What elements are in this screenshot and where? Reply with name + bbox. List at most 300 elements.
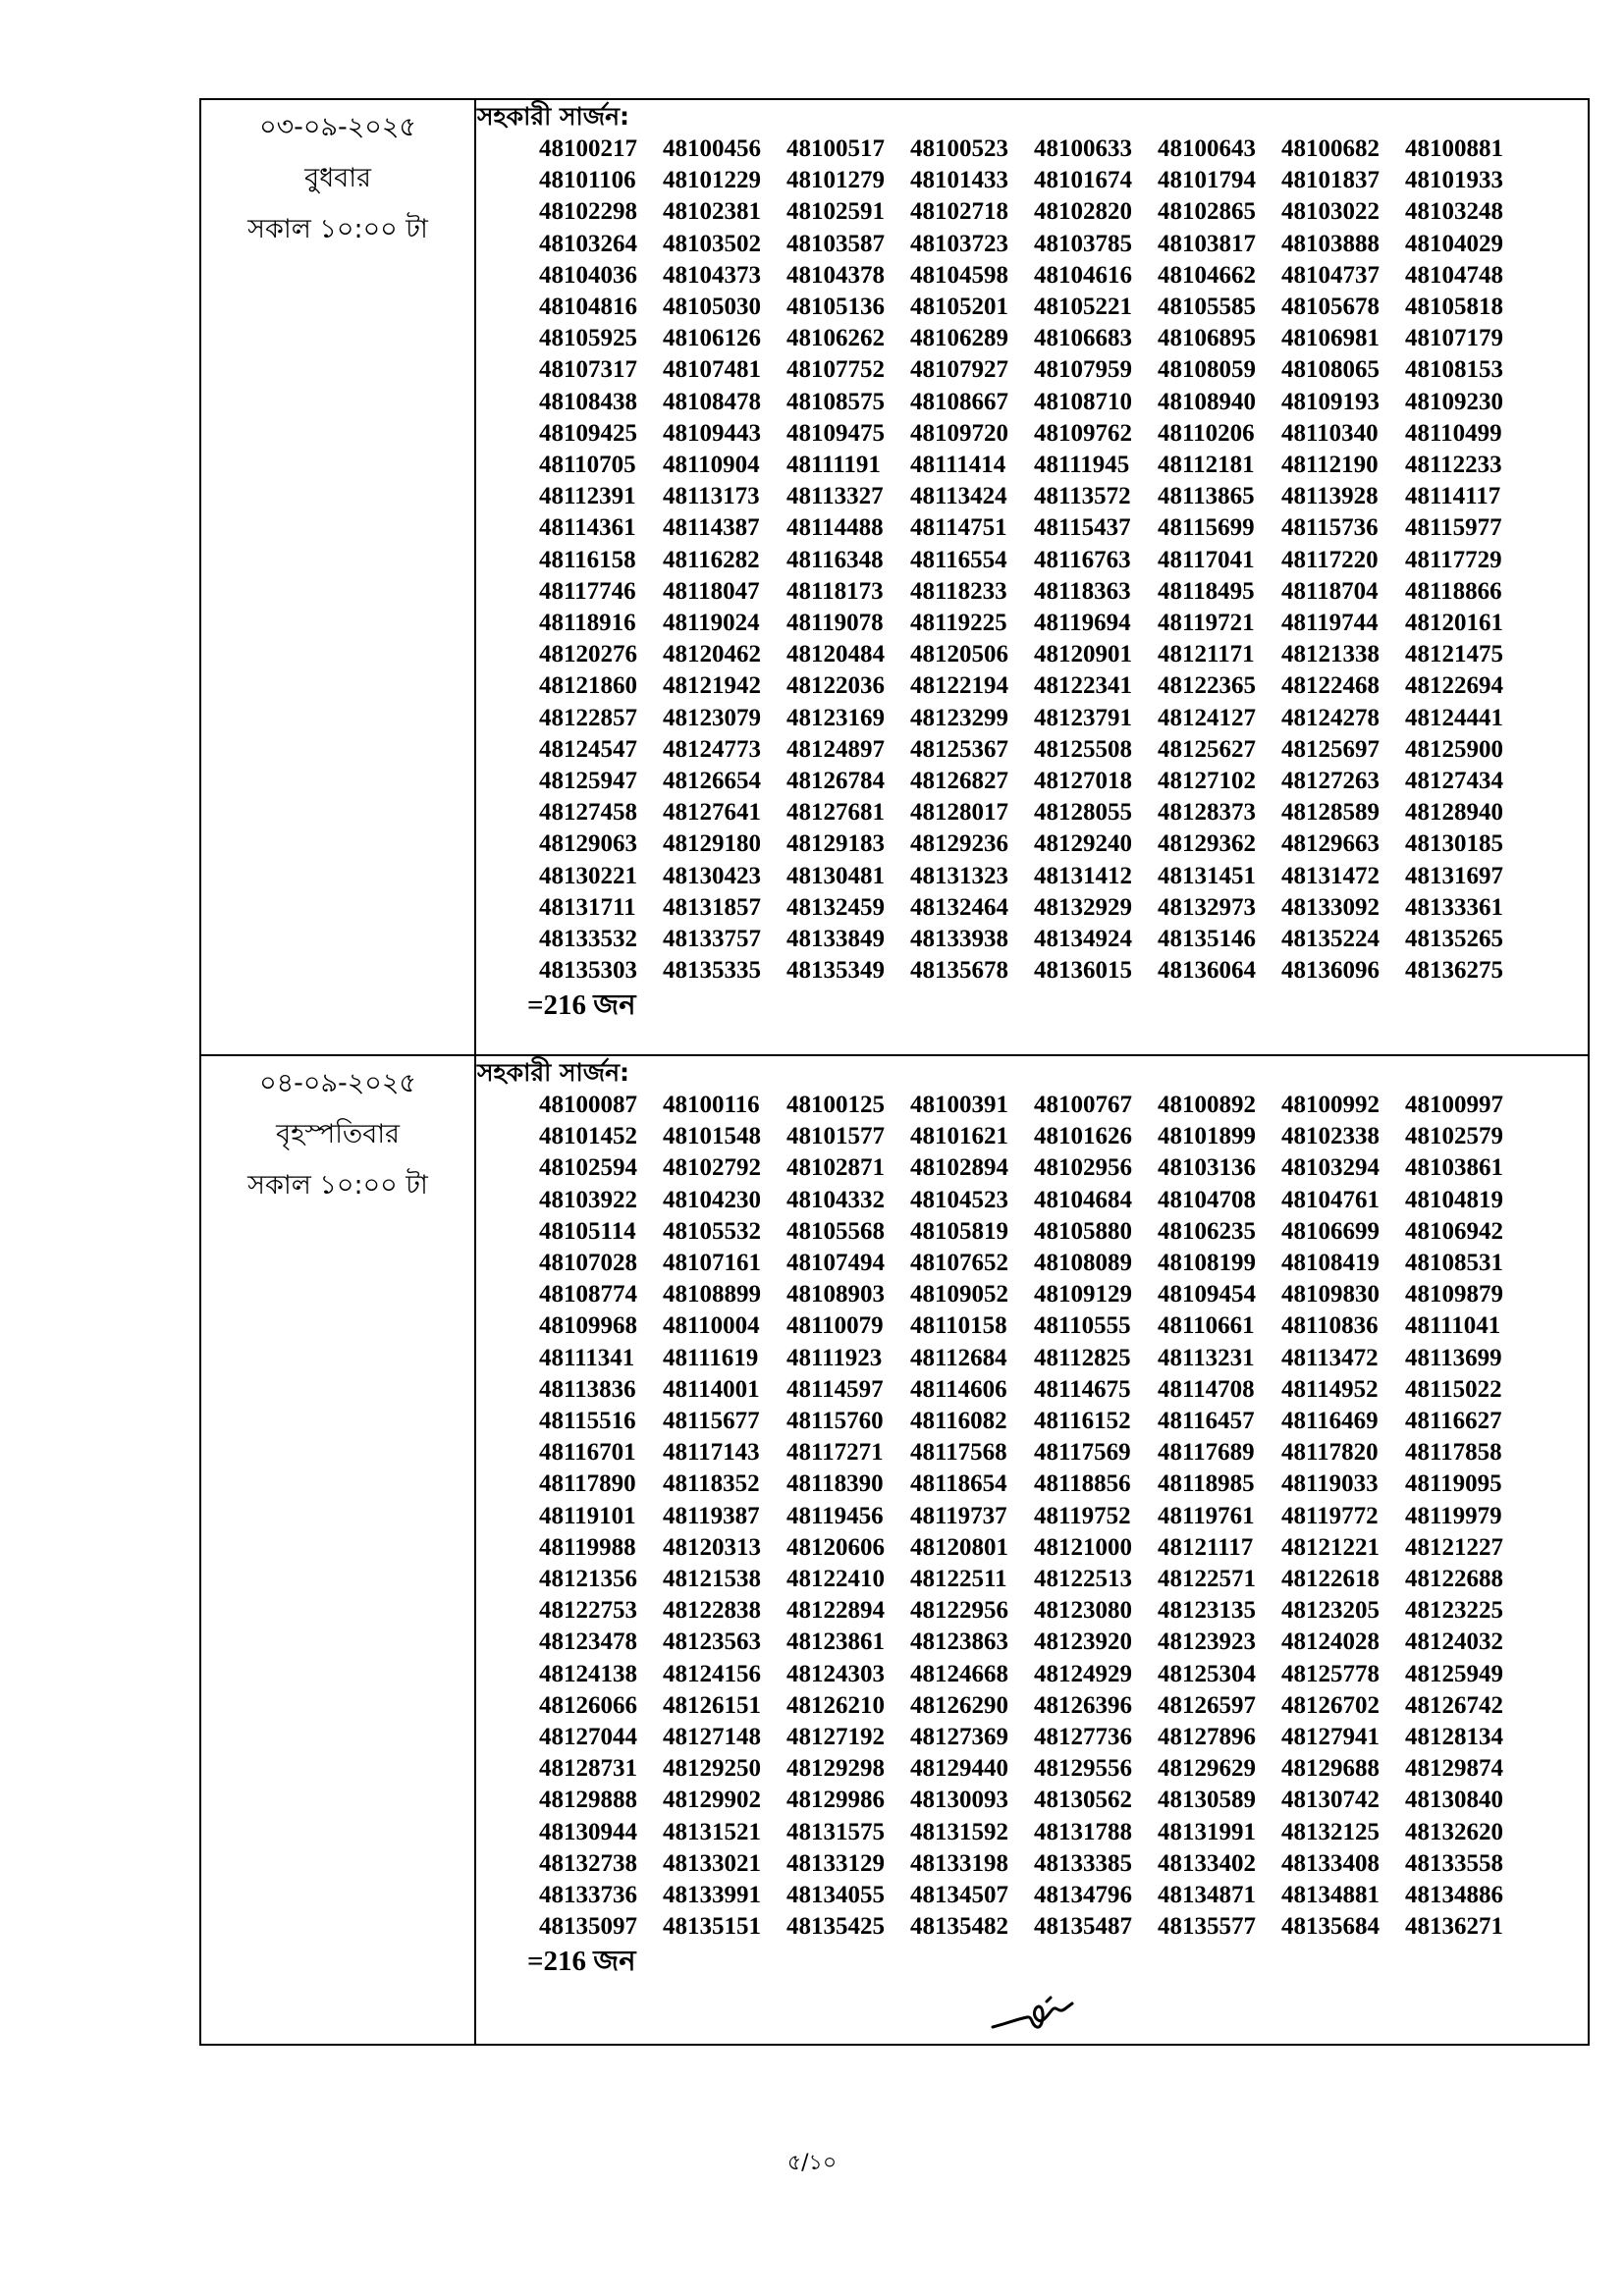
roll-number: 48108065 bbox=[1281, 356, 1380, 384]
roll-number: 48102865 bbox=[1158, 198, 1256, 226]
roll-number: 48117041 bbox=[1158, 546, 1255, 573]
roll-number: 48107317 bbox=[539, 356, 637, 384]
roll-number: 48133402 bbox=[1158, 1849, 1256, 1877]
roll-number: 48123135 bbox=[1158, 1597, 1256, 1625]
roll-number: 48133736 bbox=[539, 1882, 637, 1909]
roll-number: 48122694 bbox=[1405, 672, 1503, 700]
roll-number: 48135146 bbox=[1158, 926, 1256, 953]
roll-number: 48129440 bbox=[910, 1755, 1008, 1783]
roll-number: 48108153 bbox=[1405, 356, 1503, 384]
roll-number: 48116701 bbox=[539, 1439, 636, 1467]
roll-number: 48110499 bbox=[1405, 419, 1502, 447]
roll-number: 48126396 bbox=[1034, 1691, 1132, 1719]
roll-number: 48108089 bbox=[1034, 1250, 1132, 1277]
roll-number: 48116082 bbox=[910, 1408, 1007, 1435]
roll-number: 48118916 bbox=[539, 610, 636, 637]
roll-number: 48113928 bbox=[1281, 483, 1379, 510]
roll-number: 48105201 bbox=[910, 294, 1008, 321]
roll-number: 48121000 bbox=[1034, 1533, 1132, 1561]
signature-area bbox=[476, 1990, 1588, 2044]
roll-number: 48104662 bbox=[1158, 261, 1256, 289]
roll-number: 48132738 bbox=[539, 1849, 637, 1877]
roll-number: 48106981 bbox=[1281, 325, 1380, 352]
roll-number: 48133558 bbox=[1405, 1849, 1503, 1877]
roll-number: 48102894 bbox=[910, 1154, 1008, 1182]
roll-number: 48135678 bbox=[910, 957, 1008, 985]
roll-number: 48118363 bbox=[1034, 577, 1131, 605]
roll-number: 48131857 bbox=[663, 893, 761, 921]
date-cell bbox=[200, 99, 475, 1055]
roll-number: 48135335 bbox=[663, 957, 761, 985]
roll-number: 48119024 bbox=[663, 610, 760, 637]
roll-number: 48110661 bbox=[1158, 1312, 1255, 1340]
roll-number: 48122513 bbox=[1034, 1566, 1132, 1593]
roll-number: 48109193 bbox=[1281, 388, 1380, 415]
roll-number: 48122511 bbox=[910, 1566, 1007, 1593]
roll-number: 48129236 bbox=[910, 830, 1008, 858]
roll-number: 48101279 bbox=[786, 167, 885, 194]
roll-number: 48134886 bbox=[1405, 1882, 1503, 1909]
roll-number: 48114001 bbox=[663, 1375, 760, 1403]
roll-number: 48106126 bbox=[663, 325, 761, 352]
roll-number: 48102591 bbox=[786, 198, 885, 226]
roll-number: 48122618 bbox=[1281, 1566, 1380, 1593]
roll-number: 48120161 bbox=[1405, 610, 1503, 637]
roll-number: 48108940 bbox=[1158, 388, 1256, 415]
roll-number: 48109443 bbox=[663, 419, 761, 447]
roll-number: 48123205 bbox=[1281, 1597, 1380, 1625]
roll-number: 48127941 bbox=[1281, 1724, 1380, 1751]
roll-number: 48136096 bbox=[1281, 957, 1380, 985]
roll-number: 48133129 bbox=[786, 1849, 885, 1877]
roll-number: 48132125 bbox=[1281, 1818, 1380, 1845]
roll-number: 48122688 bbox=[1405, 1566, 1503, 1593]
roll-number: 48109454 bbox=[1158, 1281, 1256, 1308]
roll-number: 48100116 bbox=[663, 1092, 760, 1118]
roll-number: 48108438 bbox=[539, 388, 637, 415]
roll-number: 48122857 bbox=[539, 704, 637, 731]
post-heading: সহকারী সার্জন: bbox=[477, 1058, 630, 1087]
roll-number: 48110705 bbox=[539, 452, 636, 479]
roll-number: 48117820 bbox=[1281, 1439, 1379, 1467]
roll-number: 48129663 bbox=[1281, 830, 1380, 858]
roll-number: 48105818 bbox=[1405, 294, 1503, 321]
roll-number: 48129874 bbox=[1405, 1755, 1503, 1783]
roll-number: 48104684 bbox=[1034, 1186, 1132, 1213]
roll-number: 48100767 bbox=[1034, 1092, 1132, 1118]
roll-number: 48125367 bbox=[910, 735, 1008, 763]
roll-number: 48100517 bbox=[786, 135, 885, 162]
roll-number: 48127044 bbox=[539, 1724, 637, 1751]
roll-number: 48110555 bbox=[1034, 1312, 1131, 1340]
roll-number: 48105568 bbox=[786, 1217, 885, 1245]
roll-number: 48114361 bbox=[539, 514, 636, 542]
roll-number: 48114708 bbox=[1158, 1375, 1255, 1403]
roll-number: 48127263 bbox=[1281, 768, 1380, 795]
roll-number: 48117143 bbox=[663, 1439, 760, 1467]
roll-number-grid bbox=[539, 133, 1588, 987]
roll-number: 48121117 bbox=[1158, 1533, 1254, 1561]
roll-number: 48104737 bbox=[1281, 261, 1380, 289]
roll-number: 48101674 bbox=[1034, 167, 1132, 194]
roll-number: 48118704 bbox=[1281, 577, 1379, 605]
roll-number: 48105030 bbox=[663, 294, 761, 321]
roll-number: 48104616 bbox=[1034, 261, 1132, 289]
roll-number: 48133991 bbox=[663, 1882, 761, 1909]
roll-number: 48101794 bbox=[1158, 167, 1256, 194]
roll-number: 48108903 bbox=[786, 1281, 885, 1308]
roll-number: 48115437 bbox=[1034, 514, 1131, 542]
roll-number: 48127896 bbox=[1158, 1724, 1256, 1751]
roll-number: 48120276 bbox=[539, 641, 637, 668]
roll-number: 48126784 bbox=[786, 768, 885, 795]
roll-number: 48122894 bbox=[786, 1597, 885, 1625]
roll-number: 48123863 bbox=[910, 1629, 1008, 1656]
roll-number: 48119772 bbox=[1281, 1502, 1379, 1529]
roll-number: 48121356 bbox=[539, 1566, 637, 1593]
roll-number: 48120462 bbox=[663, 641, 761, 668]
roll-number: 48121227 bbox=[1405, 1533, 1503, 1561]
roll-number: 48101577 bbox=[786, 1123, 885, 1150]
roll-number: 48104748 bbox=[1405, 261, 1503, 289]
roll-number: 48115977 bbox=[1405, 514, 1502, 542]
roll-number: 48125627 bbox=[1158, 735, 1256, 763]
roll-number: 48101899 bbox=[1158, 1123, 1256, 1150]
roll-number: 48109475 bbox=[786, 419, 885, 447]
roll-number: 48123299 bbox=[910, 704, 1008, 731]
roll-number: 48118654 bbox=[910, 1470, 1007, 1498]
roll-number: 48123225 bbox=[1405, 1597, 1503, 1625]
roll-number: 48119721 bbox=[1158, 610, 1255, 637]
roll-number: 48122410 bbox=[786, 1566, 885, 1593]
roll-number: 48107481 bbox=[663, 356, 761, 384]
roll-number: 48127102 bbox=[1158, 768, 1256, 795]
roll-number: 48135303 bbox=[539, 957, 637, 985]
roll-number: 48100125 bbox=[786, 1092, 885, 1118]
roll-number: 48119761 bbox=[1158, 1502, 1255, 1529]
roll-number: 48130221 bbox=[539, 862, 637, 889]
roll-number: 48106699 bbox=[1281, 1217, 1380, 1245]
roll-number: 48107652 bbox=[910, 1250, 1008, 1277]
roll-number: 48103785 bbox=[1034, 230, 1132, 257]
roll-number: 48135097 bbox=[539, 1913, 637, 1941]
roll-number: 48124897 bbox=[786, 735, 885, 763]
roll-number: 48127369 bbox=[910, 1724, 1008, 1751]
roll-number: 48132620 bbox=[1405, 1818, 1503, 1845]
roll-number: 48108531 bbox=[1405, 1250, 1503, 1277]
roll-number: 48102594 bbox=[539, 1154, 637, 1182]
roll-number: 48133021 bbox=[663, 1849, 761, 1877]
roll-number: 48116348 bbox=[786, 546, 884, 573]
roll-number: 48117746 bbox=[539, 577, 636, 605]
roll-number: 48119744 bbox=[1281, 610, 1379, 637]
roll-number: 48107927 bbox=[910, 356, 1008, 384]
roll-number: 48104523 bbox=[910, 1186, 1008, 1213]
roll-number: 48107028 bbox=[539, 1250, 637, 1277]
roll-number: 48123169 bbox=[786, 704, 885, 731]
roll-number: 48100087 bbox=[539, 1092, 637, 1118]
roll-number: 48119078 bbox=[786, 610, 884, 637]
roll-number: 48135425 bbox=[786, 1913, 885, 1941]
roll-number: 48132929 bbox=[1034, 893, 1132, 921]
roll-number: 48118390 bbox=[786, 1470, 884, 1498]
roll-number: 48129556 bbox=[1034, 1755, 1132, 1783]
roll-number: 48134924 bbox=[1034, 926, 1132, 953]
roll-number: 48101229 bbox=[663, 167, 761, 194]
roll-number: 48133361 bbox=[1405, 893, 1503, 921]
roll-number: 48108059 bbox=[1158, 356, 1256, 384]
roll-number: 48128731 bbox=[539, 1755, 637, 1783]
roll-number: 48109830 bbox=[1281, 1281, 1380, 1308]
roll-number: 48128017 bbox=[910, 799, 1008, 827]
roll-number: 48116282 bbox=[663, 546, 760, 573]
roll-number: 48124441 bbox=[1405, 704, 1503, 731]
roll-number: 48112684 bbox=[910, 1344, 1007, 1371]
roll-number: 48110904 bbox=[663, 452, 760, 479]
roll-number: 48103817 bbox=[1158, 230, 1256, 257]
roll-number: 48109879 bbox=[1405, 1281, 1503, 1308]
roll-number: 48101626 bbox=[1034, 1123, 1132, 1150]
roll-number: 48103294 bbox=[1281, 1154, 1380, 1182]
roll-number: 48116158 bbox=[539, 546, 636, 573]
roll-number: 48127192 bbox=[786, 1724, 885, 1751]
roll-number: 48114952 bbox=[1281, 1375, 1379, 1403]
roll-number: 48122365 bbox=[1158, 672, 1256, 700]
roll-number: 48122468 bbox=[1281, 672, 1380, 700]
candidate-total: =216 জন bbox=[527, 989, 636, 1022]
roll-number: 48104378 bbox=[786, 261, 885, 289]
roll-number: 48130589 bbox=[1158, 1787, 1256, 1814]
roll-number: 48102718 bbox=[910, 198, 1008, 226]
roll-number: 48120484 bbox=[786, 641, 885, 668]
roll-number: 48130481 bbox=[786, 862, 885, 889]
schedule-row bbox=[200, 1055, 1589, 2045]
roll-number: 48119737 bbox=[910, 1502, 1007, 1529]
roll-number: 48109129 bbox=[1034, 1281, 1132, 1308]
roll-number: 48104029 bbox=[1405, 230, 1503, 257]
exam-date: ০৩-০৯-২০২৫ bbox=[259, 112, 416, 142]
roll-number: 48123791 bbox=[1034, 704, 1132, 731]
roll-number: 48124668 bbox=[910, 1660, 1008, 1687]
roll-number: 48133757 bbox=[663, 926, 761, 953]
roll-number: 48123920 bbox=[1034, 1629, 1132, 1656]
roll-number: 48124028 bbox=[1281, 1629, 1380, 1656]
roll-number: 48112190 bbox=[1281, 452, 1379, 479]
date-cell bbox=[200, 1055, 475, 2045]
roll-number: 48104819 bbox=[1405, 1186, 1503, 1213]
roll-number: 48109762 bbox=[1034, 419, 1132, 447]
roll-number: 48129180 bbox=[663, 830, 761, 858]
roll-number: 48116763 bbox=[1034, 546, 1131, 573]
roll-number: 48129298 bbox=[786, 1755, 885, 1783]
roll-number: 48108478 bbox=[663, 388, 761, 415]
roll-number: 48100523 bbox=[910, 135, 1008, 162]
roll-number: 48106942 bbox=[1405, 1217, 1503, 1245]
roll-number: 48121338 bbox=[1281, 641, 1380, 668]
roll-number: 48133385 bbox=[1034, 1849, 1132, 1877]
roll-number: 48103922 bbox=[539, 1186, 637, 1213]
roll-number: 48122956 bbox=[910, 1597, 1008, 1625]
roll-number: 48115677 bbox=[663, 1408, 760, 1435]
roll-number: 48123923 bbox=[1158, 1629, 1256, 1656]
roll-number: 48135151 bbox=[663, 1913, 761, 1941]
roll-number: 48128055 bbox=[1034, 799, 1132, 827]
roll-number: 48104036 bbox=[539, 261, 637, 289]
roll-number: 48124773 bbox=[663, 735, 761, 763]
roll-number: 48111414 bbox=[910, 452, 1006, 479]
roll-number: 48102820 bbox=[1034, 198, 1132, 226]
roll-number: 48103587 bbox=[786, 230, 885, 257]
roll-number: 48121942 bbox=[663, 672, 761, 700]
roll-number: 48130093 bbox=[910, 1787, 1008, 1814]
roll-number: 48123563 bbox=[663, 1629, 761, 1656]
roll-number: 48101452 bbox=[539, 1123, 637, 1150]
roll-number: 48114597 bbox=[786, 1375, 884, 1403]
roll-number: 48119101 bbox=[539, 1502, 636, 1529]
roll-number: 48118047 bbox=[663, 577, 760, 605]
roll-number: 48129250 bbox=[663, 1755, 761, 1783]
roll-number: 48112181 bbox=[1158, 452, 1255, 479]
roll-number: 48101837 bbox=[1281, 167, 1380, 194]
roll-number: 48103861 bbox=[1405, 1154, 1503, 1182]
roll-number: 48105114 bbox=[539, 1217, 636, 1245]
roll-number: 48105819 bbox=[910, 1217, 1008, 1245]
roll-number: 48125900 bbox=[1405, 735, 1503, 763]
roll-number: 48134796 bbox=[1034, 1882, 1132, 1909]
roll-number: 48113572 bbox=[1034, 483, 1131, 510]
roll-number: 48133198 bbox=[910, 1849, 1008, 1877]
roll-number: 48129240 bbox=[1034, 830, 1132, 858]
roll-number: 48105585 bbox=[1158, 294, 1256, 321]
roll-number: 48102338 bbox=[1281, 1123, 1380, 1150]
roll-number: 48114488 bbox=[786, 514, 884, 542]
roll-number: 48128373 bbox=[1158, 799, 1256, 827]
roll-number: 48112233 bbox=[1405, 452, 1502, 479]
roll-number: 48131991 bbox=[1158, 1818, 1256, 1845]
roll-number: 48118866 bbox=[1405, 577, 1502, 605]
roll-number: 48108199 bbox=[1158, 1250, 1256, 1277]
roll-number: 48126742 bbox=[1405, 1691, 1503, 1719]
roll-number: 48103723 bbox=[910, 230, 1008, 257]
roll-number: 48100992 bbox=[1281, 1092, 1380, 1118]
roll-number: 48116469 bbox=[1281, 1408, 1379, 1435]
roll-number: 48129888 bbox=[539, 1787, 637, 1814]
roll-number: 48128940 bbox=[1405, 799, 1503, 827]
roll-number: 48133408 bbox=[1281, 1849, 1380, 1877]
roll-number: 48105136 bbox=[786, 294, 885, 321]
roll-number: 48129362 bbox=[1158, 830, 1256, 858]
roll-number: 48118352 bbox=[663, 1470, 760, 1498]
roll-number: 48106683 bbox=[1034, 325, 1132, 352]
roll-number: 48122838 bbox=[663, 1597, 761, 1625]
roll-number: 48108710 bbox=[1034, 388, 1132, 415]
roll-number: 48136064 bbox=[1158, 957, 1256, 985]
roll-number: 48108667 bbox=[910, 388, 1008, 415]
roll-number: 48131412 bbox=[1034, 862, 1132, 889]
roll-number: 48128134 bbox=[1405, 1724, 1503, 1751]
roll-number: 48135224 bbox=[1281, 926, 1380, 953]
roll-number: 48120801 bbox=[910, 1533, 1008, 1561]
roll-number: 48119456 bbox=[786, 1502, 884, 1529]
roll-number: 48118173 bbox=[786, 577, 884, 605]
roll-number: 48131788 bbox=[1034, 1818, 1132, 1845]
roll-number: 48113472 bbox=[1281, 1344, 1379, 1371]
roll-number: 48126702 bbox=[1281, 1691, 1380, 1719]
roll-number: 48102579 bbox=[1405, 1123, 1503, 1150]
roll-number: 48124547 bbox=[539, 735, 637, 763]
roll-number: 48106289 bbox=[910, 325, 1008, 352]
candidate-total: =216 জন bbox=[527, 1946, 636, 1978]
roll-number: 48126066 bbox=[539, 1691, 637, 1719]
roll-number: 48117890 bbox=[539, 1470, 636, 1498]
roll-number: 48119694 bbox=[1034, 610, 1131, 637]
roll-number: 48133092 bbox=[1281, 893, 1380, 921]
roll-number: 48116152 bbox=[1034, 1408, 1131, 1435]
roll-number: 48113836 bbox=[539, 1375, 636, 1403]
roll-number: 48124278 bbox=[1281, 704, 1380, 731]
roll-number: 48129986 bbox=[786, 1787, 885, 1814]
roll-number: 48135349 bbox=[786, 957, 885, 985]
roll-number: 48108419 bbox=[1281, 1250, 1380, 1277]
roll-number: 48125697 bbox=[1281, 735, 1380, 763]
roll-number: 48105532 bbox=[663, 1217, 761, 1245]
roll-number: 48100881 bbox=[1405, 135, 1503, 162]
roll-number: 48130944 bbox=[539, 1818, 637, 1845]
roll-number: 48107752 bbox=[786, 356, 885, 384]
roll-number: 48101621 bbox=[910, 1123, 1008, 1150]
roll-number: 48125778 bbox=[1281, 1660, 1380, 1687]
schedule-row bbox=[200, 99, 1589, 1055]
roll-number: 48124303 bbox=[786, 1660, 885, 1687]
roll-number: 48128589 bbox=[1281, 799, 1380, 827]
roll-number: 48117729 bbox=[1405, 546, 1502, 573]
roll-number: 48111191 bbox=[786, 452, 881, 479]
roll-number: 48125949 bbox=[1405, 1660, 1503, 1687]
roll-number: 48127736 bbox=[1034, 1724, 1132, 1751]
roll-number: 48126290 bbox=[910, 1691, 1008, 1719]
roll-number: 48101433 bbox=[910, 167, 1008, 194]
roll-number: 48129183 bbox=[786, 830, 885, 858]
roll-number: 48102956 bbox=[1034, 1154, 1132, 1182]
roll-number-grid bbox=[539, 1090, 1588, 1943]
roll-number: 48103264 bbox=[539, 230, 637, 257]
roll-number: 48130562 bbox=[1034, 1787, 1132, 1814]
roll-number: 48135482 bbox=[910, 1913, 1008, 1941]
roll-number: 48129629 bbox=[1158, 1755, 1256, 1783]
roll-number: 48104708 bbox=[1158, 1186, 1256, 1213]
roll-number: 48120506 bbox=[910, 641, 1008, 668]
exam-time: সকাল ১০:০০ টা bbox=[247, 214, 428, 244]
roll-number: 48118233 bbox=[910, 577, 1007, 605]
roll-number: 48124138 bbox=[539, 1660, 637, 1687]
exam-day: বৃহস্পতিবার bbox=[276, 1119, 400, 1149]
roll-number: 48134055 bbox=[786, 1882, 885, 1909]
roll-number: 48121221 bbox=[1281, 1533, 1380, 1561]
roll-number: 48100643 bbox=[1158, 135, 1256, 162]
roll-number: 48109968 bbox=[539, 1312, 637, 1340]
roll-number: 48121171 bbox=[1158, 641, 1255, 668]
roll-number: 48110206 bbox=[1158, 419, 1255, 447]
roll-number: 48122753 bbox=[539, 1597, 637, 1625]
roll-number: 48100997 bbox=[1405, 1092, 1503, 1118]
roll-number: 48136015 bbox=[1034, 957, 1132, 985]
roll-number: 48136271 bbox=[1405, 1913, 1503, 1941]
roll-number: 48131323 bbox=[910, 862, 1008, 889]
roll-number: 48110340 bbox=[1281, 419, 1379, 447]
roll-number: 48108575 bbox=[786, 388, 885, 415]
roll-number: 48127458 bbox=[539, 799, 637, 827]
roll-number: 48114117 bbox=[1405, 483, 1501, 510]
